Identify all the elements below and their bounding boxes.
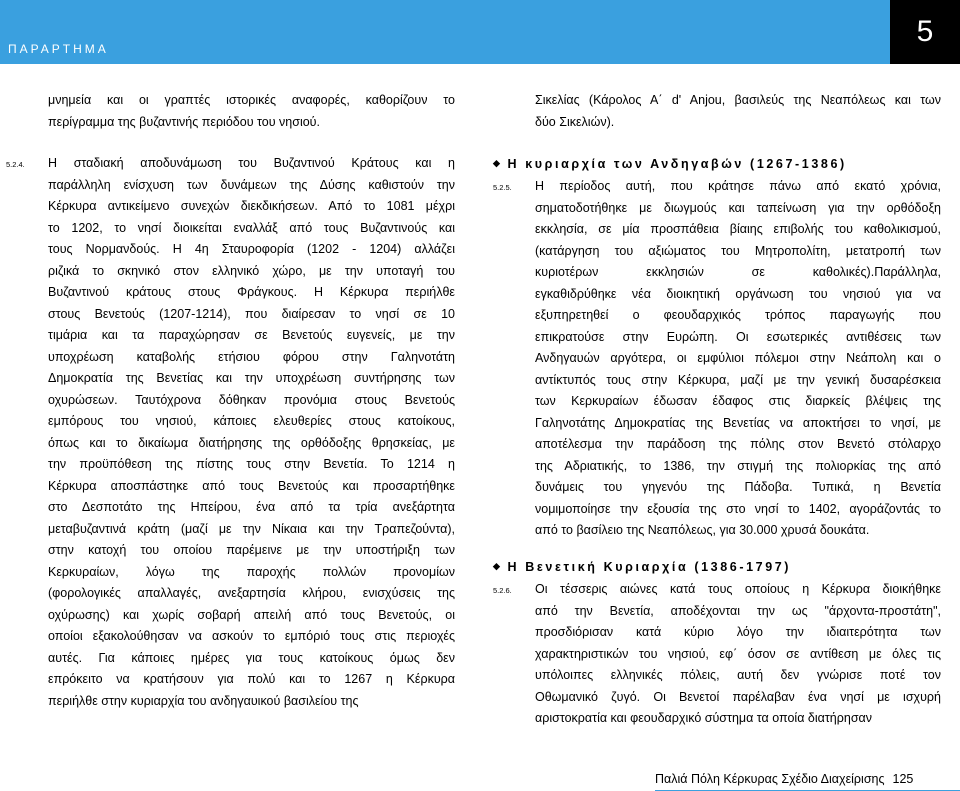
text-line: σηματοδοτήθηκε με διωγμούς και ταπείνωση για την ορθόδοξη xyxy=(535,200,941,215)
text-line: παράλληλη ενίσχυση των δυνάμεων της Δύσης καθιστούν την xyxy=(48,177,455,192)
page-number: 125 xyxy=(892,772,914,786)
text-line: (κατάργηση του αξιώματος του Μητροπολίτη, μετατροπή των xyxy=(535,243,941,258)
text-line: περίγραμμα της βυζαντινής περιόδου του νησιού. xyxy=(48,114,320,129)
text-line: Κέρκυρα αποσπάστηκε από τους Βενετούς και προσαρτήθηκε xyxy=(48,478,455,493)
left-intro xyxy=(48,90,455,133)
right-section-body xyxy=(535,176,941,542)
text-line: οποίοι εξακολούθησαν να ασκούν το εμπόριό τους στις περιοχές xyxy=(48,629,455,643)
section-number: 5.2.6. xyxy=(493,586,512,595)
text-line: ριζικά το σκηνικό στον ελληνικό χώρο, με την υποταγή του xyxy=(48,263,455,278)
text-line: μνημεία και οι γραπτές ιστορικές αναφορές, καθορίζουν το xyxy=(48,93,455,107)
text-line: Η σταδιακή αποδυνάμωση του Βυζαντινού Κράτους και η xyxy=(48,156,455,170)
text-line: εκκλησία, σε μία προσπάθεια βίαιης επιβολής του καθολικισμού, xyxy=(535,222,941,236)
header-bar xyxy=(0,0,890,64)
text-line: από την Βενετία, αποδέχονται την ως "άρχοντα-προστάτη", xyxy=(535,603,941,618)
text-line: νομιμοποίησε την εξουσία της στο νησί το 1402, αγοράζοντάς το xyxy=(535,501,941,516)
text-line: Κερκυραίων, λόγω της παροχής πολλών προνομίων xyxy=(48,564,455,579)
text-line: τους Νορμανδούς. Η 4η Σταυροφορία (1202 - 1204) αλλάζει xyxy=(48,242,455,256)
text-line: εμπόρους του νησιού, κάποιες ελευθερίες στους κατοίκους, xyxy=(48,414,455,428)
diamond-bullet-icon: ◆ xyxy=(493,158,503,168)
diamond-bullet-icon: ◆ xyxy=(493,561,503,571)
text-line: εγκαθιδρύθηκε νέα διοικητική οργάνωση του νησιού για να xyxy=(535,286,941,301)
text-line: τιμάρια και τα παραχώρησαν σε Βενετούς ευγενείς, με την xyxy=(48,328,455,342)
footer xyxy=(655,772,913,786)
text-line: οχύρωσης) και χωρίς σοβαρή απειλή από τους Βενετούς, οι xyxy=(48,607,455,622)
text-line: αυτές. Για κάποιες ημέρες για τους κατοίκους όμως δεν xyxy=(48,650,455,665)
text-line: χαρακτηριστικών του νησιού, εφ΄ όσον σε αντίθεση με όλες τις xyxy=(535,646,941,661)
section-heading xyxy=(493,557,791,576)
text-line: κυριοτέρων εκκλησιών σε καθολικές).Παράλληλα, xyxy=(535,265,941,279)
text-line: υποχρέωση καταβολής ετήσιου φόρου στην Γαληνοτάτη xyxy=(48,349,455,364)
text-line: εξυπηρετηθεί ο φεουδαρχικός τρόπος παραγωγής που xyxy=(535,308,941,322)
chapter-number: 5 xyxy=(890,0,960,64)
heading-text: Η Βενετική Κυριαρχία (1386-1797) xyxy=(507,560,792,574)
text-line: της Αδριατικής, το 1386, την στιγμή της πολιορκίας της από xyxy=(535,458,941,473)
text-line: Γαληνοτάτης Δημοκρατίας της Βενετίας να αποκτήσει το νησί, με xyxy=(535,415,941,430)
text-line: αριστοκρατία και φεουδαρχικό σύστημα τα οποία διατήρησαν xyxy=(535,711,873,725)
text-line: Δημοκρατία της Βενετίας και την υποχρέωση συντήρησης των xyxy=(48,371,455,385)
text-line: υπόλοιπες ελληνικές πόλεις, αυτή δεν γνώρισε ποτέ τον xyxy=(535,668,941,682)
section-number: 5.2.4. xyxy=(6,160,25,169)
text-line: οχυρώσεων. Ταυτόχρονα δόθηκαν προνόμια στους Βενετούς xyxy=(48,392,455,407)
text-line: Σικελίας (Κάρολος Α΄ d' Anjou, βασιλεύς της Νεαπόλεως και των xyxy=(535,93,941,107)
text-line: αποτέλεσμα την παράδοση της πόλης στον Βενετό στόλαρχο xyxy=(535,437,941,451)
text-line: από το βασίλειο της Νεαπόλεως, για 30.000 χρυσά δουκάτα. xyxy=(535,523,870,537)
text-line: δύο Σικελιών). xyxy=(535,114,615,129)
text-line: αντίκτυπός τους στην Κέρκυρα, μαζί με την γενική δυσαρέσκεια xyxy=(535,372,941,387)
section-number: 5.2.5. xyxy=(493,183,512,192)
text-line: των Κερκυραίων έδωσαν έδαφος στις διαρκείς βλέψεις της xyxy=(535,394,941,408)
text-line: την προϋπόθεση της πίστης τους στην Βενετία. Το 1214 η xyxy=(48,457,455,471)
footer-title: Παλιά Πόλη Κέρκυρας Σχέδιο Διαχείρισης xyxy=(655,772,885,786)
text-line: δυνάμεις του γηγενόυ της Πάδοβα. Τυπικά, η Βενετία xyxy=(535,480,941,494)
text-line: Η περίοδος αυτή, που κράτησε πάνω από εκατό χρόνια, xyxy=(535,179,941,193)
text-line: στην κατοχή του οποίου παρέμεινε με την υποστήριξη των xyxy=(48,543,455,557)
text-line: προσδιόρισαν κατά κύριο λόγο την ιδιαιτερότητα των xyxy=(535,625,941,639)
text-line: το 1202, το νησί διοικείται εναλλάξ από τους Βυζαντινούς και xyxy=(48,220,455,235)
text-line: στο Δεσποτάτο της Ηπείρου, ένα από τα τρία ανεξάρτητα xyxy=(48,500,455,514)
text-line: Οθωμανικό ζυγό. Οι Βενετοί παρέλαβαν ένα νησί με ισχυρή xyxy=(535,689,941,704)
text-line: Κέρκυρα αντικείμενο συνεχών διεκδικήσεων. Από το 1081 μέχρι xyxy=(48,199,455,213)
section-label: ΠΑΡΑΡΤΗΜΑ xyxy=(8,42,109,56)
text-line: Βυζαντινού κράτους στους Φράγκους. Η Κέρκυρα περιήλθε xyxy=(48,285,455,299)
heading-text: Η κυριαρχία των Ανδηγαβών (1267-1386) xyxy=(507,157,847,171)
text-line: μεταβυζαντινά κράτη (μαζί με την Νίκαια και την Τραπεζούντα), xyxy=(48,521,455,536)
text-line: περιήλθε στην κυριαρχία του ανδηγαυικού βασιλείου της xyxy=(48,693,359,708)
text-line: επικρατούσε στην Ευρώπη. Οι εσωτερικές αντιθέσεις των xyxy=(535,329,941,344)
text-line: Ανδηγαυών αργότερα, οι εμφύλιοι πόλεμοι στην Νεάπολη και ο xyxy=(535,351,941,365)
text-line: στους Βενετούς (1207-1214), που διαίρεσαν το νησί σε 10 xyxy=(48,306,455,321)
text-line: επρόκειτο να κρατήσουν για πολύ και το 1267 η Κέρκυρα xyxy=(48,672,455,686)
right-section-body xyxy=(535,579,941,730)
text-line: Οι τέσσερις αιώνες κατά τους οποίους η Κέρκυρα διοικήθηκε xyxy=(535,582,941,596)
section-heading xyxy=(493,154,847,173)
text-line: (φορολογικές απαλλαγές, ανεξαρτησία κλήρου, ενισχύσεις της xyxy=(48,586,455,600)
left-section-body xyxy=(48,153,455,712)
text-line: όπως και το δικαίωμα διατήρησης της ορθόδοξης θρησκείας, με xyxy=(48,435,455,450)
right-intro xyxy=(535,90,941,133)
